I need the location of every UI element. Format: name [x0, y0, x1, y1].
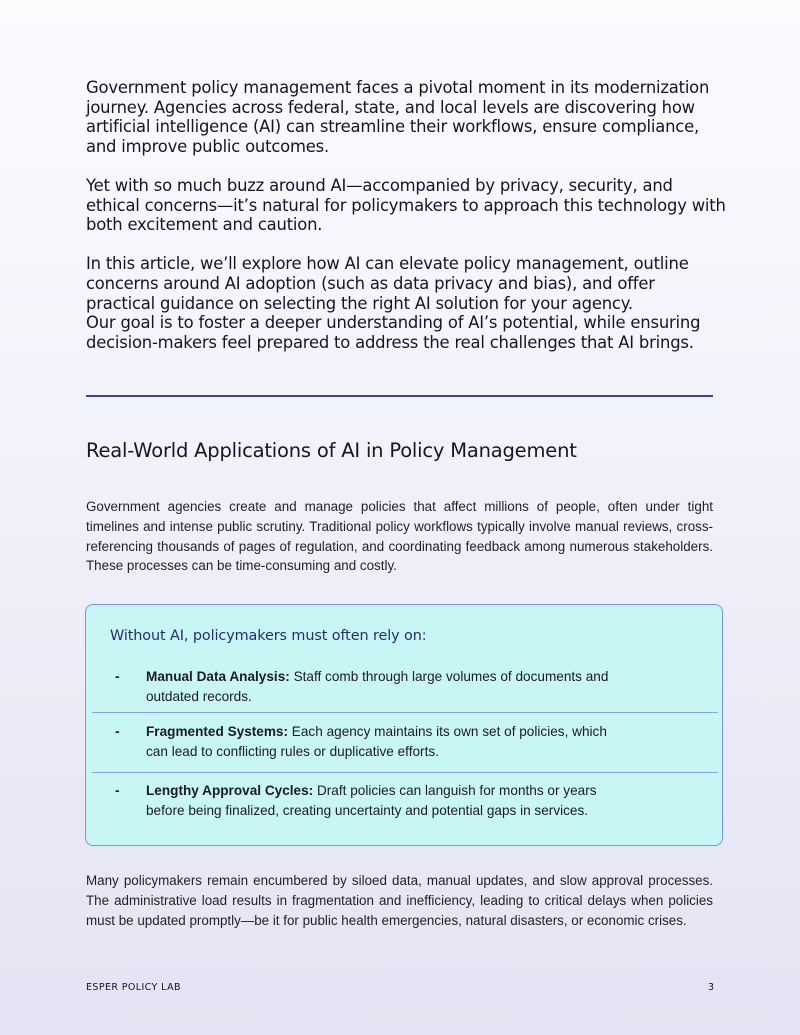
list-item-text [146, 781, 626, 821]
body-paragraph: Government agencies create and manage policies that affect millions of people, often under tight timelines and intense public scrutiny. Traditional policy workflows typically involve manual reviews, cross-referencing thousands of pages of regulation, and coordinating feedback among numerous stakeholders. These processes can be time-consuming and costly. [86, 499, 713, 574]
list-item-description: Draft policies can languish for months or years before being finalized, creating uncertainty and potential gaps in services. [146, 783, 597, 818]
callout-box [85, 604, 723, 846]
dash-bullet: - [115, 783, 120, 798]
list-item-description: Each agency maintains its own set of policies, which can lead to conflicting rules or duplicative efforts. [146, 724, 607, 759]
list-item-text [146, 667, 626, 707]
footer-brand: ESPER POLICY LAB [86, 982, 181, 993]
list-item-term: Fragmented Systems: [146, 724, 289, 739]
list-item-text [146, 722, 626, 762]
intro-text [86, 78, 726, 352]
intro-paragraph: Government policy management faces a pivotal moment in its modernization journey. Agencies across federal, state, and local levels are discovering how artificial intelligence (AI) can streamline their workflows, ensure compliance, and improve public outcomes. [86, 78, 710, 156]
section-title: Real-World Applications of AI in Policy Management [86, 439, 577, 462]
intro-paragraph: Our goal is to foster a deeper understanding of AI’s potential, while ensuring decision-makers feel prepared to address the real challenges that AI brings. [86, 313, 701, 352]
dash-bullet: - [115, 724, 120, 739]
section-divider [86, 395, 713, 397]
list-item-description: Staff comb through large volumes of documents and outdated records. [146, 669, 609, 704]
list-divider [92, 772, 718, 773]
list-item-term: Lengthy Approval Cycles: [146, 783, 314, 798]
dash-bullet: - [115, 669, 120, 684]
list-item-term: Manual Data Analysis: [146, 669, 290, 684]
intro-paragraph: In this article, we’ll explore how AI can elevate policy management, outline concerns around AI adoption (such as data privacy and bias), and offer practical guidance on selecting the right AI solution for your agency. [86, 254, 689, 313]
intro-paragraph: Yet with so much buzz around AI—accompanied by privacy, security, and ethical concerns—it’s natural for policymakers to approach this technology with both excitement and caution. [86, 175, 726, 235]
list-divider [92, 712, 718, 713]
page-number: 3 [707, 982, 714, 993]
body-paragraph: Many policymakers remain encumbered by siloed data, manual updates, and slow approval processes. The administrative load results in fragmentation and inefficiency, leading to critical delays when policies must be updated promptly—be it for public health emergencies, natural disasters, or economic crises. [86, 873, 713, 928]
callout-title: Without AI, policymakers must often rely on: [110, 628, 427, 644]
